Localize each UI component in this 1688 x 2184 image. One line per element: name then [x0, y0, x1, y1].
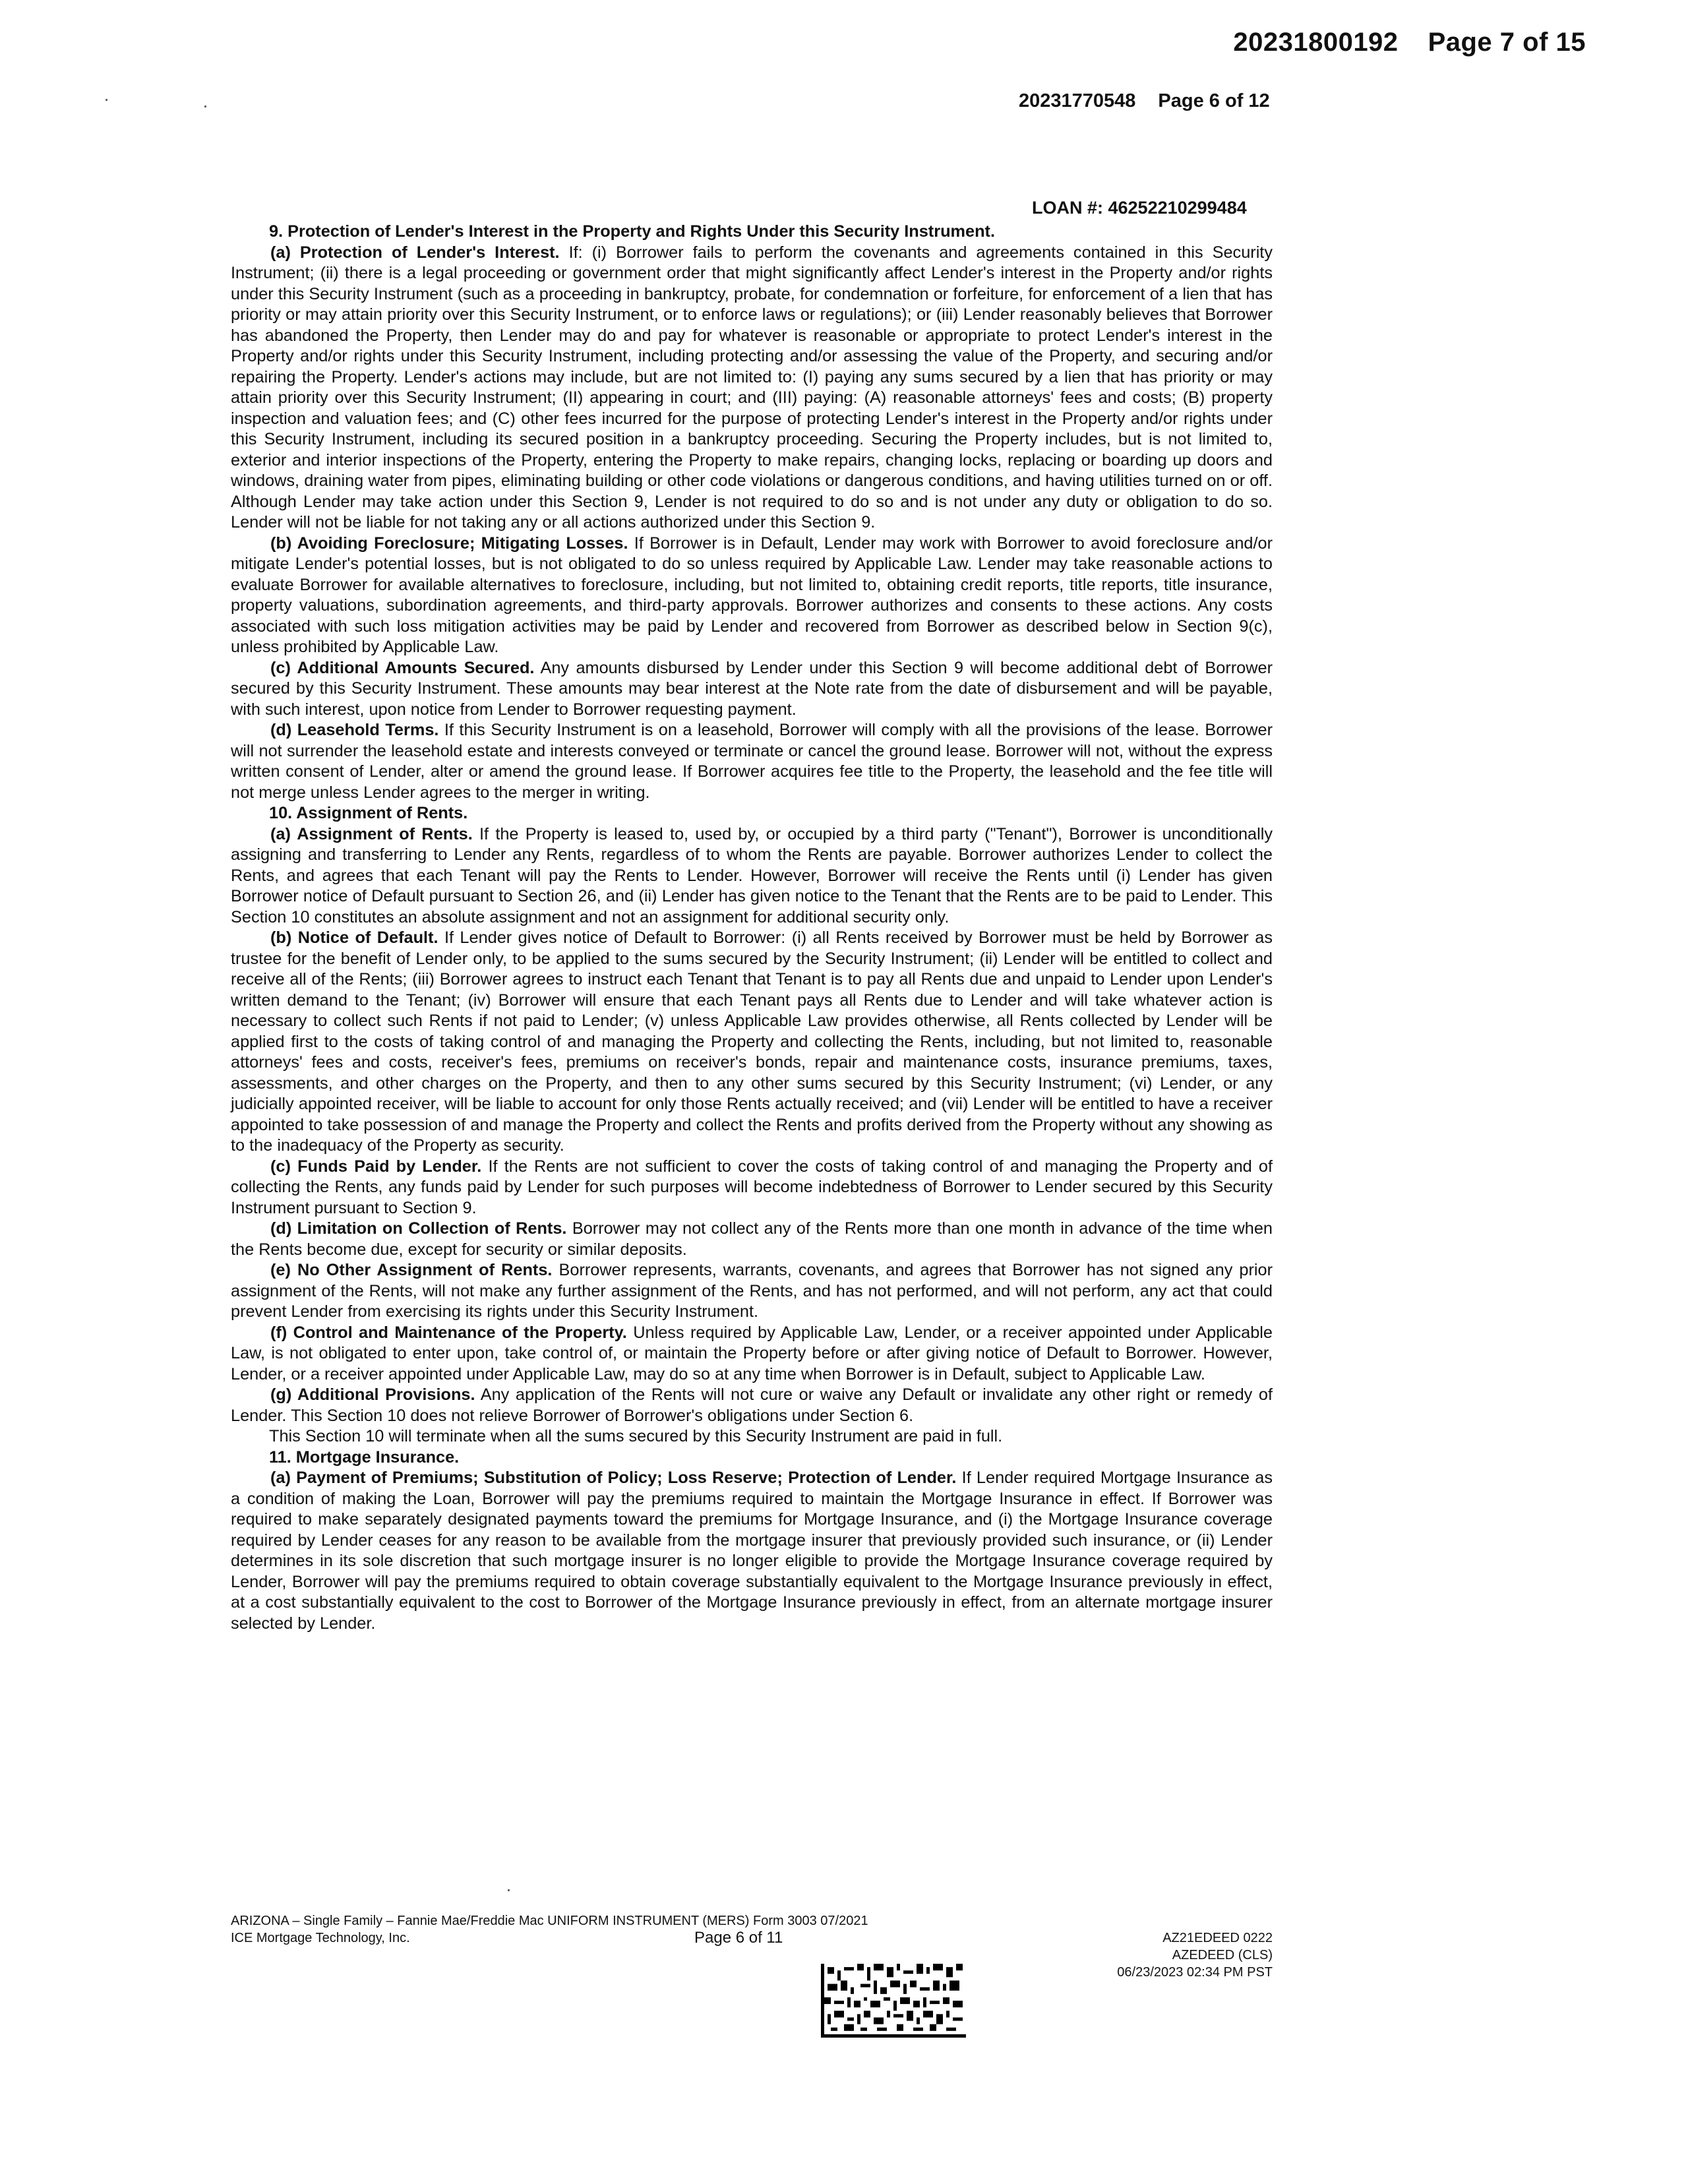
section-9c-label: (c) Additional Amounts Secured.	[270, 658, 535, 677]
barcode-icon	[821, 1964, 966, 2038]
section-10b-label: (b) Notice of Default.	[270, 928, 438, 947]
section-10c	[231, 1157, 1273, 1219]
section-9a-label: (a) Protection of Lender's Interest.	[270, 243, 560, 262]
section-10e-text: Borrower represents, warrants, covenants, and agrees that Borrower has not signed any prior assignment of the Rents, will not make any further assignment of the Rents, and has not performed, and will not perform, any act that could prevent Lender from exercising its rights under this Security Instrument.	[231, 1261, 1273, 1321]
inner-recording-header	[1019, 90, 1270, 112]
inner-doc-number: 20231770548	[1019, 90, 1136, 111]
section-9d-label: (d) Leasehold Terms.	[270, 721, 439, 739]
section-10a	[231, 824, 1273, 928]
section-10a-label: (a) Assignment of Rents.	[270, 824, 473, 843]
section-10c-label: (c) Funds Paid by Lender.	[270, 1157, 482, 1176]
section-9a-text: If: (i) Borrower fails to perform the covenants and agreements contained in this Security Instrument; (ii) there is a legal proceeding or government order that might significantly affect Lender's interest in the Property and/or rights under this Security Instrument (such as a proceeding in bankruptcy, probate, for condemnation or forfeiture, for enforcement of a lien that has priority or may attain priority over this Security Instrument, or to enforce laws or regulations); or (iii) Lender reasonably believes that Borrower has abandoned the Property, then Lender may do and pay for whatever is reasonable or appropriate to protect Lender's interest in the Property and/or rights under this Security Instrument, including protecting and/or assessing the value of the Property, and securing and/or repairing the Property. Lender's actions may include, but are not limited to: (I) paying any sums secured by a lien that has priority or may attain priority over this Security Instrument; (II) appearing in court; and (III) paying: (A) reasonable attorneys' fees and costs; (B) property inspection and valuation fees; and (C) other fees incurred for the purpose of protecting Lender's interest in the Property and/or rights under this Security Instrument, including its secured position in a bankruptcy proceeding. Securing the Property includes, but is not limited to, exterior and interior inspections of the Property, entering the Property to make repairs, changing locks, replacing or boarding up doors and windows, draining water from pipes, eliminating building or other code violations or dangerous conditions, and having utilities turned on or off. Although Lender may take action under this Section 9, Lender is not required to do so and is not under any duty or obligation to do so. Lender will not be liable for not taking any or all actions authorized under this Section 9.	[231, 243, 1273, 531]
loan-number: LOAN #: 46252210299484	[1032, 198, 1247, 218]
scan-speck	[508, 1889, 510, 1891]
section-10-heading: 10. Assignment of Rents.	[269, 804, 468, 822]
inner-page-number: Page 6 of 12	[1158, 90, 1270, 111]
scan-speck	[106, 99, 107, 101]
recording-header	[1203, 28, 1586, 57]
scan-speck	[204, 106, 206, 107]
document-body	[231, 222, 1273, 1634]
section-10d	[231, 1219, 1273, 1260]
section-11a-label: (a) Payment of Premiums; Substitution of Policy; Loss Reserve; Protection of Lender.	[270, 1469, 957, 1487]
section-10e-label: (e) No Other Assignment of Rents.	[270, 1261, 553, 1279]
section-10a-text: If the Property is leased to, used by, or occupied by a third party ("Tenant"), Borrower is unconditionally assigning and transferring to Lender any Rents, regardless of to whom the Rents are payable. Borrower authorizes Lender to collect the Rents, and agrees that each Tenant will pay the Rents to Lender. However, Borrower will receive the Rents until (i) Lender has given Borrower notice of Default pursuant to Section 26, and (ii) Lender has given notice to the Tenant that the Rents are to be paid to Lender. This Section 10 constitutes an absolute assignment and not an assignment for additional security only.	[231, 824, 1273, 926]
section-9a	[231, 243, 1273, 533]
section-10d-label: (d) Limitation on Collection of Rents.	[270, 1219, 567, 1238]
section-10d-text: Borrower may not collect any of the Rents more than one month in advance of the time when the Rents become due, except for security or similar deposits.	[231, 1219, 1273, 1259]
section-9c-text: Any amounts disbursed by Lender under this Section 9 will become additional debt of Borrower secured by this Security Instrument. These amounts may bear interest at the Note rate from the date of disbursement and will be payable, with such interest, upon notice from Lender to Borrower requesting payment.	[231, 658, 1273, 719]
section-9-heading: 9. Protection of Lender's Interest in the Property and Rights Under this Security Instrument.	[269, 222, 995, 241]
section-10c-text: If the Rents are not sufficient to cover the costs of taking control of and managing the Property and of collecting the Rents, any funds paid by Lender for such purposes will become indebtedness of Borrower to Lender secured by this Security Instrument pursuant to Section 9.	[231, 1157, 1273, 1217]
section-11-heading: 11. Mortgage Insurance.	[269, 1447, 460, 1467]
section-10f-text: Unless required by Applicable Law, Lender, or a receiver appointed under Applicable Law, is not obligated to enter upon, take control of, or maintain the Property before or after giving notice of Default to Borrower. However, Lender, or a receiver appointed under Applicable Law, may do so at any time when Borrower is in Default, subject to Applicable Law.	[231, 1323, 1273, 1383]
section-10-termination: This Section 10 will terminate when all the sums secured by this Security Instrument are paid in full.	[269, 1427, 1003, 1445]
section-10f	[231, 1323, 1273, 1385]
form-identifier: ARIZONA – Single Family – Fannie Mae/Freddie Mac UNIFORM INSTRUMENT (MERS) Form 3003 07/2021	[231, 1914, 868, 1928]
footer-right	[1117, 1929, 1273, 1981]
form-page-number: Page 6 of 11	[694, 1929, 783, 1947]
outer-doc-number: 20231800192	[1233, 28, 1399, 57]
section-9c	[231, 658, 1273, 721]
section-9b	[231, 533, 1273, 658]
form-code-cls: AZEDEED (CLS)	[1172, 1948, 1273, 1962]
section-9d	[231, 720, 1273, 803]
section-10g	[231, 1385, 1273, 1426]
section-9d-text: If this Security Instrument is on a leasehold, Borrower will comply with all the provisions of the lease. Borrower will not surrender the leasehold estate and interests conveyed or terminate or cancel the ground lease. Borrower will not, without the express written consent of Lender, alter or amend the ground lease. If Borrower acquires fee title to the Property, the leasehold and the fee title will not merge unless Lender agrees to the merger in writing.	[231, 721, 1273, 802]
company-name: ICE Mortgage Technology, Inc.	[231, 1931, 410, 1945]
section-10g-text: Any application of the Rents will not cure or waive any Default or invalidate any other right or remedy of Lender. This Section 10 does not relieve Borrower of Borrower's obligations under Section 6.	[231, 1385, 1273, 1425]
generation-timestamp: 06/23/2023 02:34 PM PST	[1117, 1965, 1273, 1980]
section-10e	[231, 1260, 1273, 1323]
section-11a	[231, 1468, 1273, 1634]
section-9b-text: If Borrower is in Default, Lender may work with Borrower to avoid foreclosure and/or mitigate Lender's potential losses, but is not obligated to do so unless required by Applicable Law. Lender may take reasonable actions to evaluate Borrower for available alternatives to foreclosure, including, but not limited to, obtaining credit reports, title reports, title insurance, property valuations, subordination agreements, and third-party approvals. Borrower authorizes and consents to these actions. Any costs associated with such loss mitigation activities may be paid by Lender and recovered from Borrower as described below in Section 9(c), unless prohibited by Applicable Law.	[231, 533, 1273, 656]
section-10g-label: (g) Additional Provisions.	[270, 1385, 475, 1404]
section-10b-text: If Lender gives notice of Default to Borrower: (i) all Rents received by Borrower must be held by Borrower as trustee for the benefit of Lender only, to be applied to the sums secured by the Security Instrument; (ii) Lender will be entitled to collect and receive all of the Rents; (iii) Borrower agrees to instruct each Tenant that Tenant is to pay all Rents due and unpaid to Lender upon Lender's written demand to the Tenant; (iv) Borrower will ensure that each Tenant pays all Rents due to Lender and will take whatever action is necessary to collect such Rents if not paid to Lender; (v) unless Applicable Law provides otherwise, all Rents collected by Lender will be applied first to the costs of taking control of and managing the Property and collecting the Rents, including, but not limited to, reasonable attorneys' fees and costs, receiver's fees, premiums on receiver's bonds, repair and maintenance costs, insurance premiums, taxes, assessments, and other charges on the Property, and then to any other sums secured by this Security Instrument; (vi) Lender, or any judicially appointed receiver, will be liable to account for only those Rents actually received; and (vii) Lender will be entitled to have a receiver appointed to take possession of and manage the Property and collect the Rents and profits derived from the Property without any showing as to the inadequacy of the Property as security.	[231, 928, 1273, 1155]
section-10b	[231, 928, 1273, 1157]
section-9b-label: (b) Avoiding Foreclosure; Mitigating Losses.	[270, 533, 628, 553]
section-10f-label: (f) Control and Maintenance of the Property.	[270, 1323, 627, 1342]
outer-page-number: Page 7 of 15	[1428, 28, 1586, 57]
form-code: AZ21EDEED 0222	[1162, 1931, 1273, 1945]
section-11a-text: If Lender required Mortgage Insurance as a condition of making the Loan, Borrower will pay the premiums required to maintain the Mortgage Insurance in effect. If Borrower was required to make separately designated payments toward the premiums for Mortgage Insurance, and (i) the Mortgage Insurance coverage required by Lender ceases for any reason to be available from the mortgage insurer that previously provided such insurance, or (ii) Lender determines in its sole discretion that such mortgage insurer is no longer eligible to provide the Mortgage Insurance coverage required by Lender, Borrower will pay the premiums required to obtain coverage substantially equivalent to the Mortgage Insurance previously in effect, at a cost substantially equivalent to the cost to Borrower of the Mortgage Insurance previously in effect, from an alternate mortgage insurer selected by Lender.	[231, 1469, 1273, 1633]
